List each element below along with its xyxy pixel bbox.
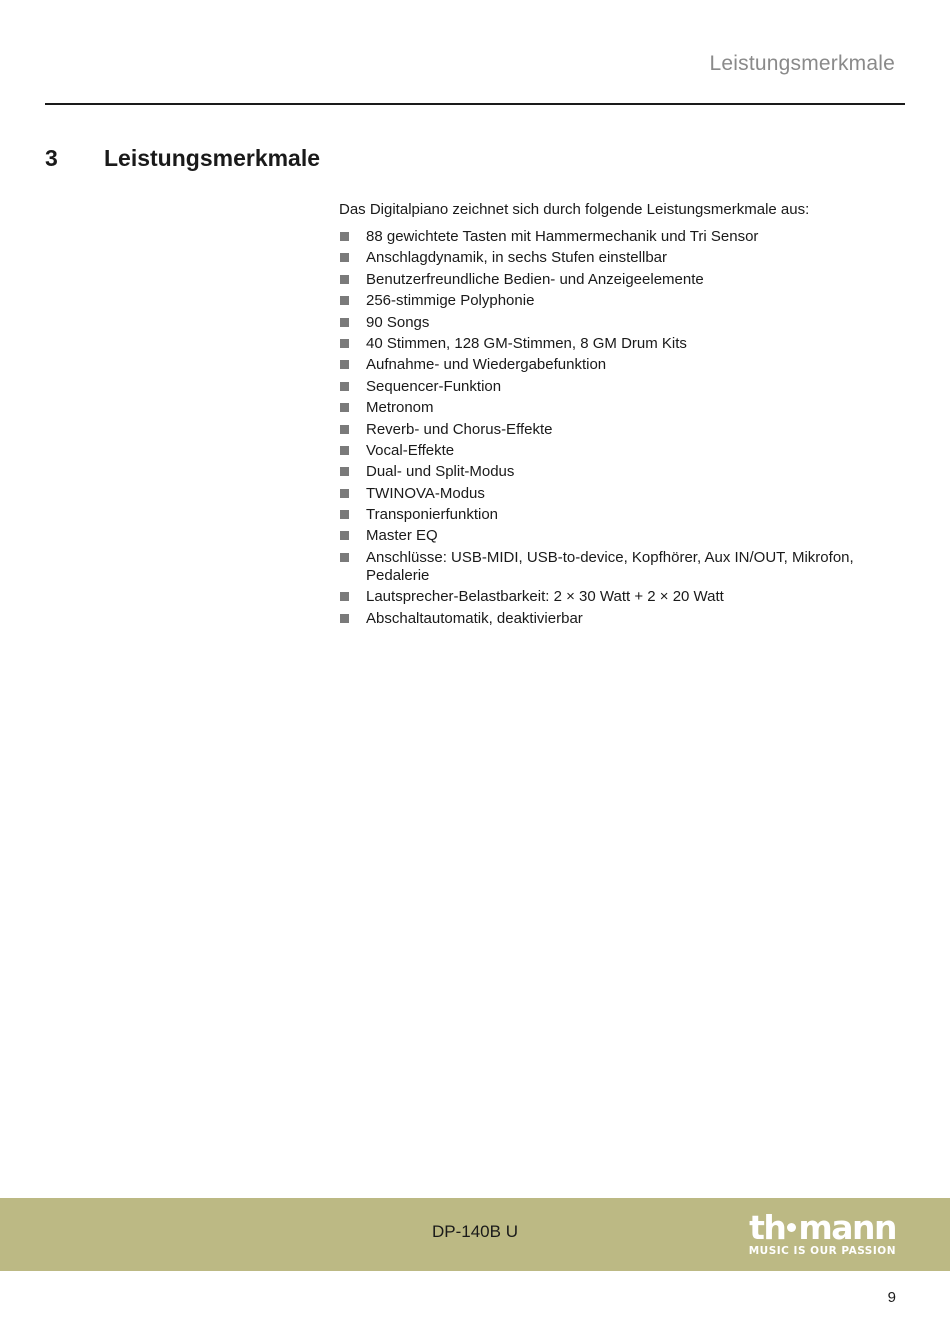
feature-section: [339, 201, 859, 631]
feature-item: [339, 271, 859, 289]
square-bullet-icon: [340, 253, 349, 262]
feature-item: [339, 421, 859, 439]
model-name: DP-140B U: [432, 1222, 518, 1241]
logo-text-right: mann: [798, 1208, 896, 1247]
feature-text: Aufnahme- und Wiedergabefunktion: [366, 356, 607, 374]
feature-item: [339, 549, 859, 585]
square-bullet-icon: [340, 592, 349, 601]
feature-item: [339, 335, 859, 353]
feature-text: 40 Stimmen, 128 GM-Stimmen, 8 GM Drum Kits: [366, 334, 687, 352]
feature-text: Anschlagdynamik, in sechs Stufen einstellbar: [366, 249, 667, 267]
feature-item: [339, 527, 859, 545]
square-bullet-icon: [340, 360, 349, 369]
square-bullet-icon: [340, 614, 349, 623]
square-bullet-icon: [340, 425, 349, 434]
feature-text: Abschaltautomatik, deaktivierbar: [366, 609, 583, 627]
square-bullet-icon: [340, 467, 349, 476]
feature-item: [339, 610, 859, 628]
feature-text: 88 gewichtete Tasten mit Hammermechanik und Tri Sensor: [366, 228, 759, 245]
feature-item: [339, 228, 859, 246]
square-bullet-icon: [340, 382, 349, 391]
feature-item: [339, 485, 859, 503]
feature-item: [339, 314, 859, 332]
feature-text: 90 Songs: [366, 313, 430, 331]
square-bullet-icon: [340, 446, 349, 455]
feature-item: [339, 442, 859, 460]
square-bullet-icon: [340, 510, 349, 519]
feature-text: Master EQ: [366, 527, 438, 545]
page-number: 9: [887, 1289, 896, 1306]
feature-item: [339, 249, 859, 267]
square-bullet-icon: [340, 275, 349, 284]
feature-item: [339, 356, 859, 374]
chapter-title: Leistungsmerkmale: [104, 145, 321, 171]
feature-list: [339, 228, 859, 628]
logo-slogan: MUSIC IS OUR PASSION: [748, 1245, 896, 1257]
logo-text-left: th: [749, 1208, 786, 1247]
feature-item: [339, 378, 859, 396]
feature-text: Lautsprecher-Belastbarkeit: 2 × 30 Watt + 2 × 20 Watt: [366, 588, 724, 606]
feature-text: Transponierfunktion: [366, 506, 499, 524]
feature-item: [339, 399, 859, 417]
feature-text: Vocal-Effekte: [366, 441, 455, 459]
feature-text: Sequencer-Funktion: [366, 377, 502, 395]
intro-text: Das Digitalpiano zeichnet sich durch folgende Leistungsmerkmale aus:: [339, 201, 810, 218]
feature-text: TWINOVA-Modus: [366, 484, 485, 502]
header-divider: [45, 103, 905, 105]
square-bullet-icon: [340, 339, 349, 348]
thomann-logo: [736, 1208, 896, 1257]
feature-item: [339, 506, 859, 524]
running-header: Leistungsmerkmale: [709, 52, 895, 75]
logo-dot-icon: [787, 1223, 796, 1232]
square-bullet-icon: [340, 403, 349, 412]
logo-wordmark: [736, 1208, 896, 1247]
feature-text: Benutzerfreundliche Bedien- und Anzeigeelemente: [366, 270, 704, 288]
feature-text: Anschlüsse: USB-MIDI, USB-to-device, Kopfhörer, Aux IN/OUT, Mikrofon, Pedalerie: [366, 548, 854, 584]
feature-text: Dual- und Split-Modus: [366, 463, 515, 481]
square-bullet-icon: [340, 531, 349, 540]
square-bullet-icon: [340, 296, 349, 305]
square-bullet-icon: [340, 489, 349, 498]
square-bullet-icon: [340, 232, 349, 241]
feature-text: Metronom: [366, 399, 434, 417]
feature-item: [339, 292, 859, 310]
feature-text: Reverb- und Chorus-Effekte: [366, 420, 553, 438]
chapter-number: 3: [45, 145, 58, 171]
feature-item: [339, 588, 859, 606]
feature-text: 256-stimmige Polyphonie: [366, 292, 535, 310]
feature-item: [339, 463, 859, 481]
square-bullet-icon: [340, 318, 349, 327]
square-bullet-icon: [340, 553, 349, 562]
